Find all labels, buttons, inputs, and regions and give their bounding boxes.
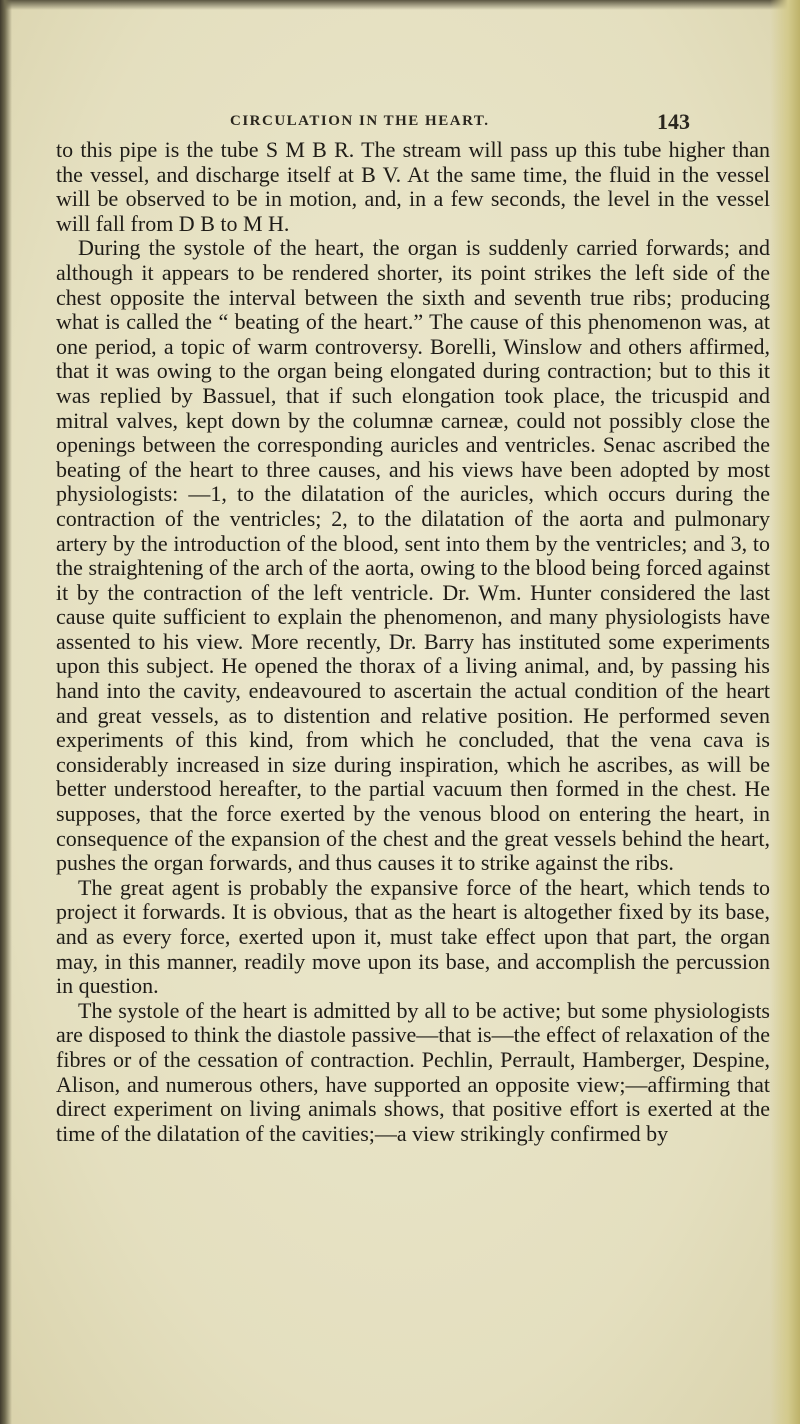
page-right-edge: [770, 0, 800, 1424]
running-title: CIRCULATION IN THE HEART.: [230, 113, 490, 129]
page-number: 143: [657, 109, 690, 134]
body-text: [56, 138, 770, 1146]
page-left-edge: [0, 0, 12, 1424]
paragraph-2: During the systole of the heart, the organ is suddenly carried forwards; and although it appears to be rendered shorter, its point strikes the left side of the chest opposite the interval between the sixth and seventh true ribs; producing what is called the “ beating of the heart.” The cause of this phenomenon was, at one period, a topic of warm controversy. Borelli, Winslow and others affirmed, that it was owing to the organ being elongated during contraction; but to this it was replied by Bassuel, that if such elongation took place, the tricuspid and mitral valves, kept down by the columnæ carneæ, could not possibly close the openings between the corresponding auricles and ventricles. Senac ascribed the beating of the heart to three causes, and his views have been adopted by most physiologists: —1, to the dilatation of the auricles, which occurs during the contraction of the ventricles; 2, to the dilatation of the aorta and pulmonary artery by the introduction of the blood, sent into them by the ventricles; and 3, to the straightening of the arch of the aorta, owing to the blood being forced against it by the contraction of the left ventricle. Dr. Wm. Hunter considered the last cause quite sufficient to explain the phenomenon, and many physiologists have assented to his view. More recently, Dr. Barry has instituted some experiments upon this subject. He opened the thorax of a living animal, and, by passing his hand into the cavity, endeavoured to ascertain the actual condition of the heart and great vessels, as to distention and relative position. He performed seven experiments of this kind, from which he concluded, that the vena cava is considerably increased in size during inspiration, which he ascribes, as will be better understood hereafter, to the partial vacuum then formed in the chest. He supposes, that the force exerted by the venous blood on entering the heart, in consequence of the expansion of the chest and the great vessels behind the heart, pushes the organ forwards, and thus causes it to strike against the ribs.: [56, 235, 770, 876]
paragraph-1: to this pipe is the tube S M B R. The stream will pass up this tube higher than the vessel, and discharge itself at B V. At the same time, the fluid in the vessel will be observed to be in motion, and, in a few seconds, the level in the vessel will fall from D B to M H.: [56, 137, 770, 236]
paragraph-4: The systole of the heart is admitted by all to be active; but some physiologists are disposed to think the diastole passive—that is—the effect of relaxation of the fibres or of the cessation of contraction. Pechlin, Perrault, Hamberger, Despine, Alison, and numerous others, have supported an opposite view;—affirming that direct experiment on living animals shows, that positive effort is exerted at the time of the dilatation of the cavities;—a view strikingly confirmed by: [56, 997, 770, 1146]
page-top-edge: [0, 0, 800, 10]
paragraph-3: The great agent is probably the expansive force of the heart, which tends to project it forwards. It is obvious, that as the heart is altogether fixed by its base, and as every force, exerted upon it, must take effect upon that part, the organ may, in this manner, readily move upon its base, and accomplish the percussion in question.: [56, 874, 770, 999]
